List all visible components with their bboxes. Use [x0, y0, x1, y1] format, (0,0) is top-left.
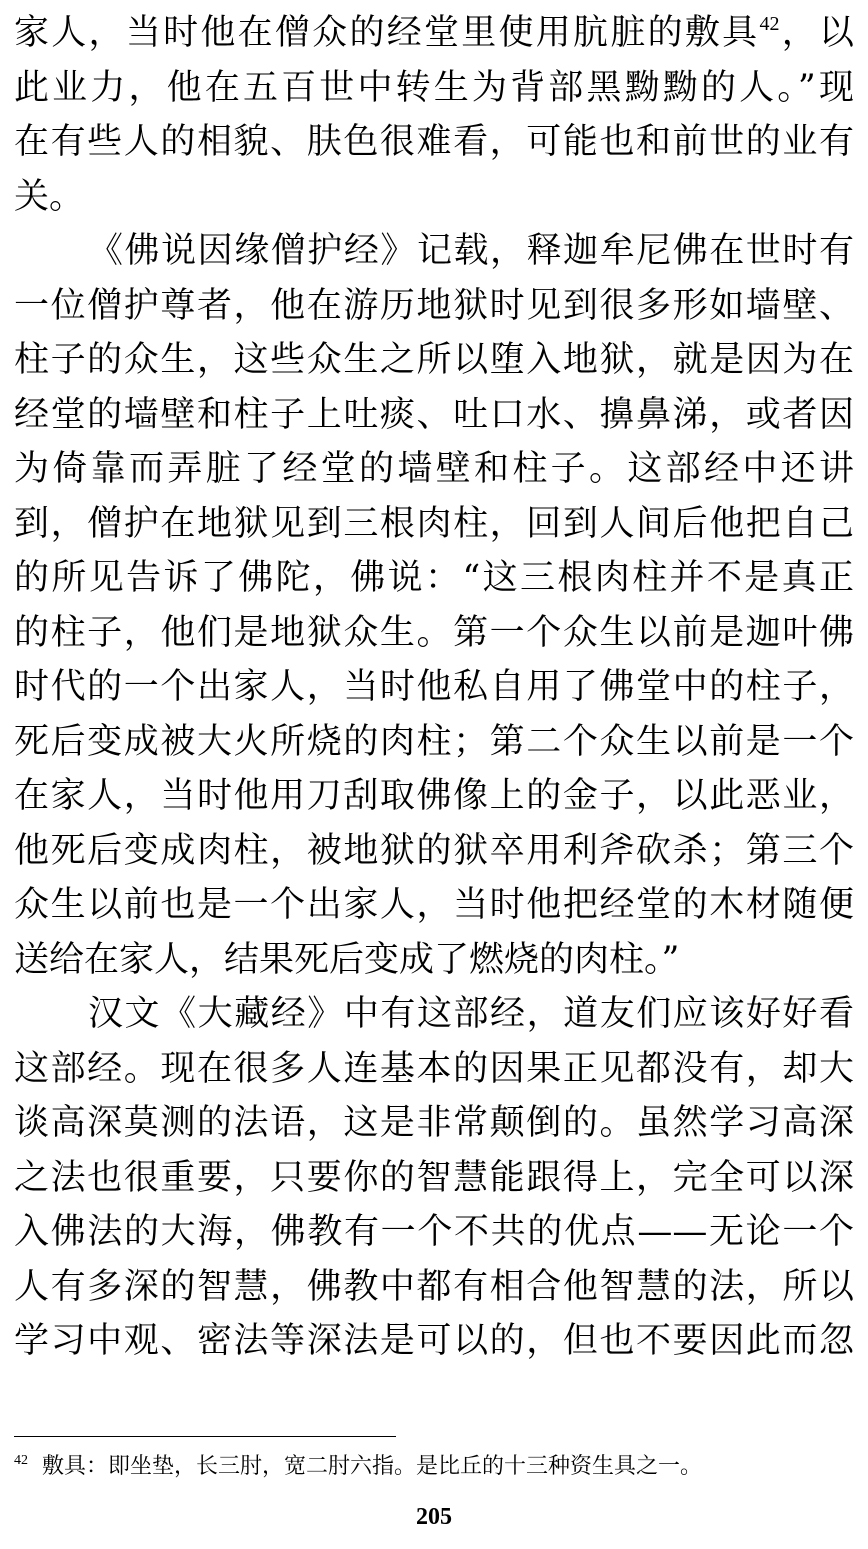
- text-line: [14, 551, 854, 605]
- text-line: [14, 61, 854, 115]
- text-line-content: 家人，当时他在僧众的经堂里使用肮脏的敷具: [14, 13, 760, 53]
- text-line-content: 一位僧护尊者，他在游历地狱时见到很多形如墙壁、: [14, 285, 854, 326]
- footnote-number: 42: [14, 1453, 28, 1468]
- text-line: [14, 878, 854, 932]
- text-line: [14, 1096, 854, 1150]
- text-line: [14, 6, 854, 60]
- text-line: [14, 1042, 854, 1096]
- text-line: [14, 170, 854, 224]
- text-line-content: 经堂的墙壁和柱子上吐痰、吐口水、擤鼻涕，或者因: [14, 394, 854, 435]
- text-line-content: 学习中观、密法等深法是可以的，但也不要因此而忽: [14, 1321, 854, 1361]
- text-line-content: 为倚靠而弄脏了经堂的墙壁和柱子。这部经中还讲: [14, 449, 854, 489]
- text-line: [14, 769, 854, 823]
- text-line-content: 的所见告诉了佛陀，佛说：“这三根肉柱并不是真正: [14, 558, 854, 598]
- text-line: [14, 1260, 854, 1314]
- text-line-content: 在家人，当时他用刀刮取佛像上的金子，以此恶业，: [14, 776, 854, 816]
- text-line-content: 死后变成被大火所烧的肉柱；第二个众生以前是一个: [14, 721, 854, 762]
- text-line-content: 众生以前也是一个出家人，当时他把经堂的木材随便: [14, 885, 854, 925]
- footnote-text: 敷具：即坐垫，长三肘，宽二肘六指。是比丘的十三种资生具之一。: [42, 1454, 703, 1479]
- text-line: [14, 660, 854, 714]
- text-line: [14, 115, 854, 169]
- text-line-content: 送给在家人，结果死后变成了燃烧的肉柱。”: [14, 939, 680, 980]
- text-line-content: 人有多深的智慧，佛教中都有相合他智慧的法，所以: [14, 1266, 854, 1307]
- footnote-reference[interactable]: 42: [759, 13, 780, 35]
- text-line: [14, 442, 854, 496]
- text-line-content: 这部经。现在很多人连基本的因果正见都没有，却大: [14, 1048, 854, 1089]
- text-line-tail: ，以: [779, 13, 854, 53]
- text-line: [14, 1314, 854, 1368]
- text-line: [14, 333, 854, 387]
- text-line-content: 汉文《大藏经》中有这部经，道友们应该好好看: [88, 994, 854, 1034]
- text-line-content: 入佛法的大海，佛教有一个不共的优点——无论一个: [14, 1212, 854, 1252]
- text-line: [14, 715, 854, 769]
- text-line-content: 他死后变成肉柱，被地狱的狱卒用利斧砍杀；第三个: [14, 830, 854, 871]
- page-number: 205: [416, 1504, 452, 1530]
- text-line-content: 柱子的众生，这些众生之所以堕入地狱，就是因为在: [14, 340, 854, 380]
- text-line: [88, 987, 854, 1041]
- text-line: [14, 606, 854, 660]
- text-line-content: 谈高深莫测的法语，这是非常颠倒的。虽然学习高深: [14, 1103, 854, 1143]
- text-line: [14, 1151, 854, 1205]
- text-line: [88, 224, 854, 278]
- text-line: [14, 388, 854, 442]
- footnote: [14, 1450, 854, 1484]
- footnote-separator: [14, 1436, 396, 1437]
- text-line-content: 关。: [14, 176, 85, 217]
- text-line: [14, 279, 854, 333]
- text-line-content: 之法也很重要，只要你的智慧能跟得上，完全可以深: [14, 1157, 854, 1198]
- text-line: [14, 1205, 854, 1259]
- text-line: [14, 497, 854, 551]
- text-line-content: 《佛说因缘僧护经》记载，释迦牟尼佛在世时有: [88, 231, 854, 271]
- text-line-content: 时代的一个出家人，当时他私自用了佛堂中的柱子，: [14, 667, 854, 707]
- text-line: [14, 824, 854, 878]
- text-line-content: 此业力，他在五百世中转生为背部黑黝黝的人。”现: [14, 67, 854, 108]
- text-line-content: 到，僧护在地狱见到三根肉柱，回到人间后他把自己: [14, 503, 854, 544]
- text-line-content: 在有些人的相貌、肤色很难看，可能也和前世的业有: [14, 122, 854, 162]
- text-line-content: 的柱子，他们是地狱众生。第一个众生以前是迦叶佛: [14, 612, 854, 653]
- text-line: [14, 933, 854, 987]
